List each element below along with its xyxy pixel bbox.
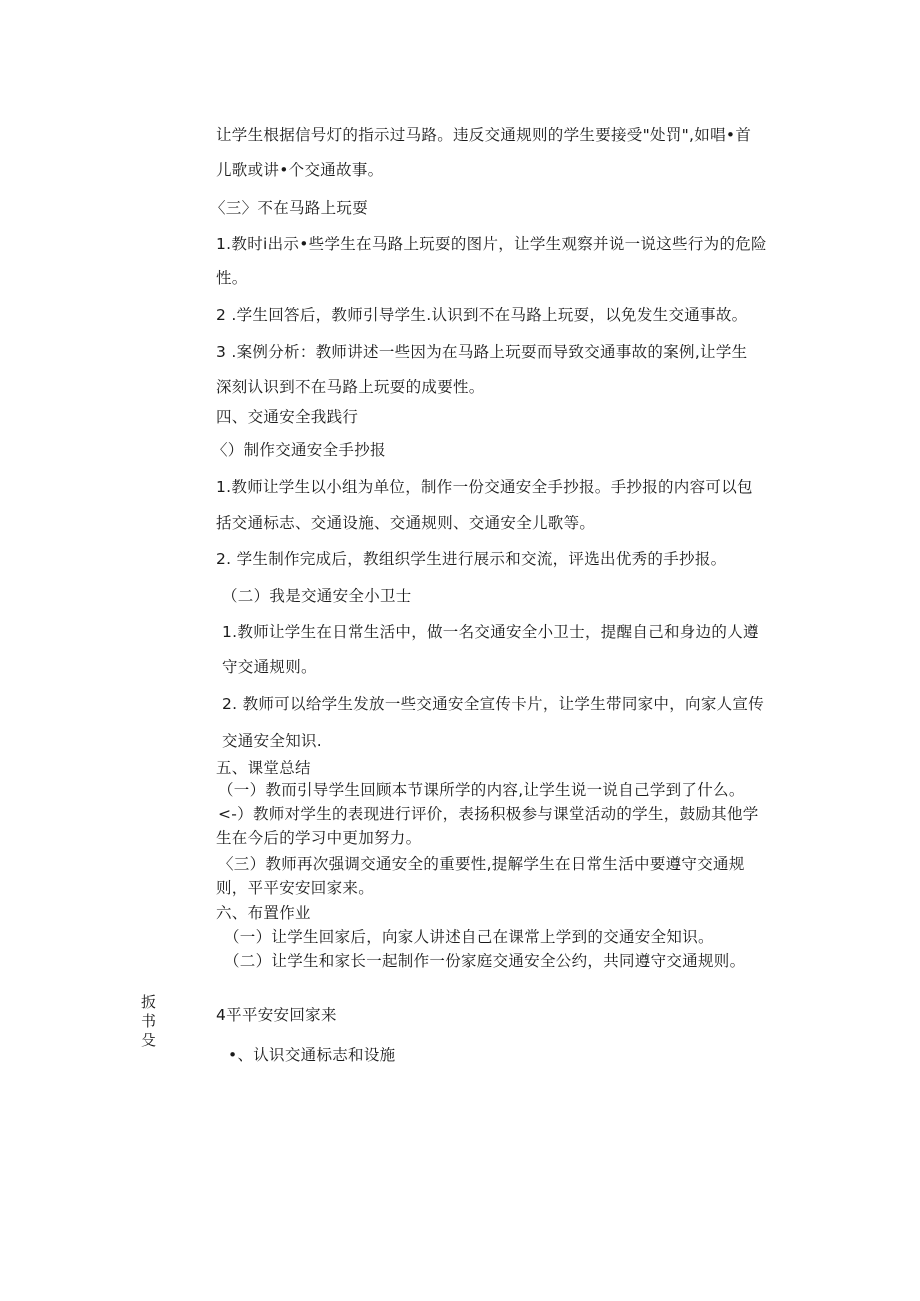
body-line: 括交通标志、交通设施、交通规则、交通安全儿歌等。 — [216, 514, 596, 532]
side-label-char: 书 — [141, 1012, 157, 1030]
body-line: （二）让学生和家长一起制作一份家庭交通安全公约，共同遵守交通规则。 — [224, 952, 746, 970]
body-line: 1.教时i出示•些学生在马路上玩耍的图片，让学生观察并说一说这些行为的危险 — [216, 235, 767, 253]
board-design-label — [141, 993, 161, 1050]
side-label-char: 扳 — [141, 993, 157, 1011]
body-line: 儿歌或讲•个交通故事。 — [216, 161, 384, 179]
body-line: 深刻认识到不在马路上玩耍的成要性。 — [216, 378, 485, 396]
section-heading: 六、布置作业 — [216, 904, 311, 922]
board-title: 4平平安安回家来 — [216, 1006, 337, 1024]
body-line: 生在今后的学习中更加努力。 — [216, 829, 422, 847]
body-line: 1.教师让学生在日常生活中，做一名交通安全小卫士，提醒自己和身边的人遵 — [222, 623, 759, 641]
body-line: <-）教师对学生的表现进行评价，表扬积极参与课堂活动的学生，鼓励其他学 — [218, 805, 759, 823]
body-line: 让学生根据信号灯的指示过马路。违反交通规则的学生要接受"处罚",如唱•首 — [216, 126, 752, 144]
body-line: 3 .案例分析：教师讲述一些因为在马路上玩耍而导致交通事故的案例,让学生 — [216, 343, 748, 361]
body-line: 交通安全知识. — [222, 732, 323, 750]
body-line: （一）让学生回家后，向家人讲述自己在课常上学到的交通安全知识。 — [224, 928, 714, 946]
body-line: 2. 学生制作完成后，教组织学生进行展示和交流，评选出优秀的手抄报。 — [216, 550, 727, 568]
body-line: 性。 — [216, 269, 248, 287]
board-item: •、认识交通标志和设施 — [228, 1046, 396, 1064]
body-line: 2 .学生回答后，教师引导学生.认识到不在马路上玩耍，以免发生交通事故。 — [216, 306, 748, 324]
body-line: （一）教而引导学生回顾本节课所学的内容,让学生说一说自己学到了什么。 — [218, 781, 745, 799]
section-heading: 四、交通安全我践行 — [216, 408, 359, 426]
body-line: 〈三）教师再次强调交通安全的重要性,提解学生在日常生活中要遵守交通规 — [218, 855, 745, 873]
section-heading: 〈三〉不在马路上玩耍 — [210, 199, 369, 217]
body-line: 守交通规则。 — [222, 658, 317, 676]
body-line: 则，平平安安回家来。 — [216, 879, 375, 897]
side-label-char: 殳 — [141, 1031, 157, 1049]
subsection-heading: 〈）制作交通安全手抄报 — [212, 441, 386, 459]
body-line: 1.教师让学生以小组为单位，制作一份交通安全手抄报。手抄报的内容可以包 — [216, 478, 753, 496]
body-line: 2. 教师可以给学生发放一些交通安全宣传卡片，让学生带同家中，向家人宣传 — [222, 695, 765, 713]
section-heading: 五、课堂总结 — [216, 759, 311, 777]
subsection-heading: （二）我是交通安全小卫士 — [222, 587, 412, 605]
